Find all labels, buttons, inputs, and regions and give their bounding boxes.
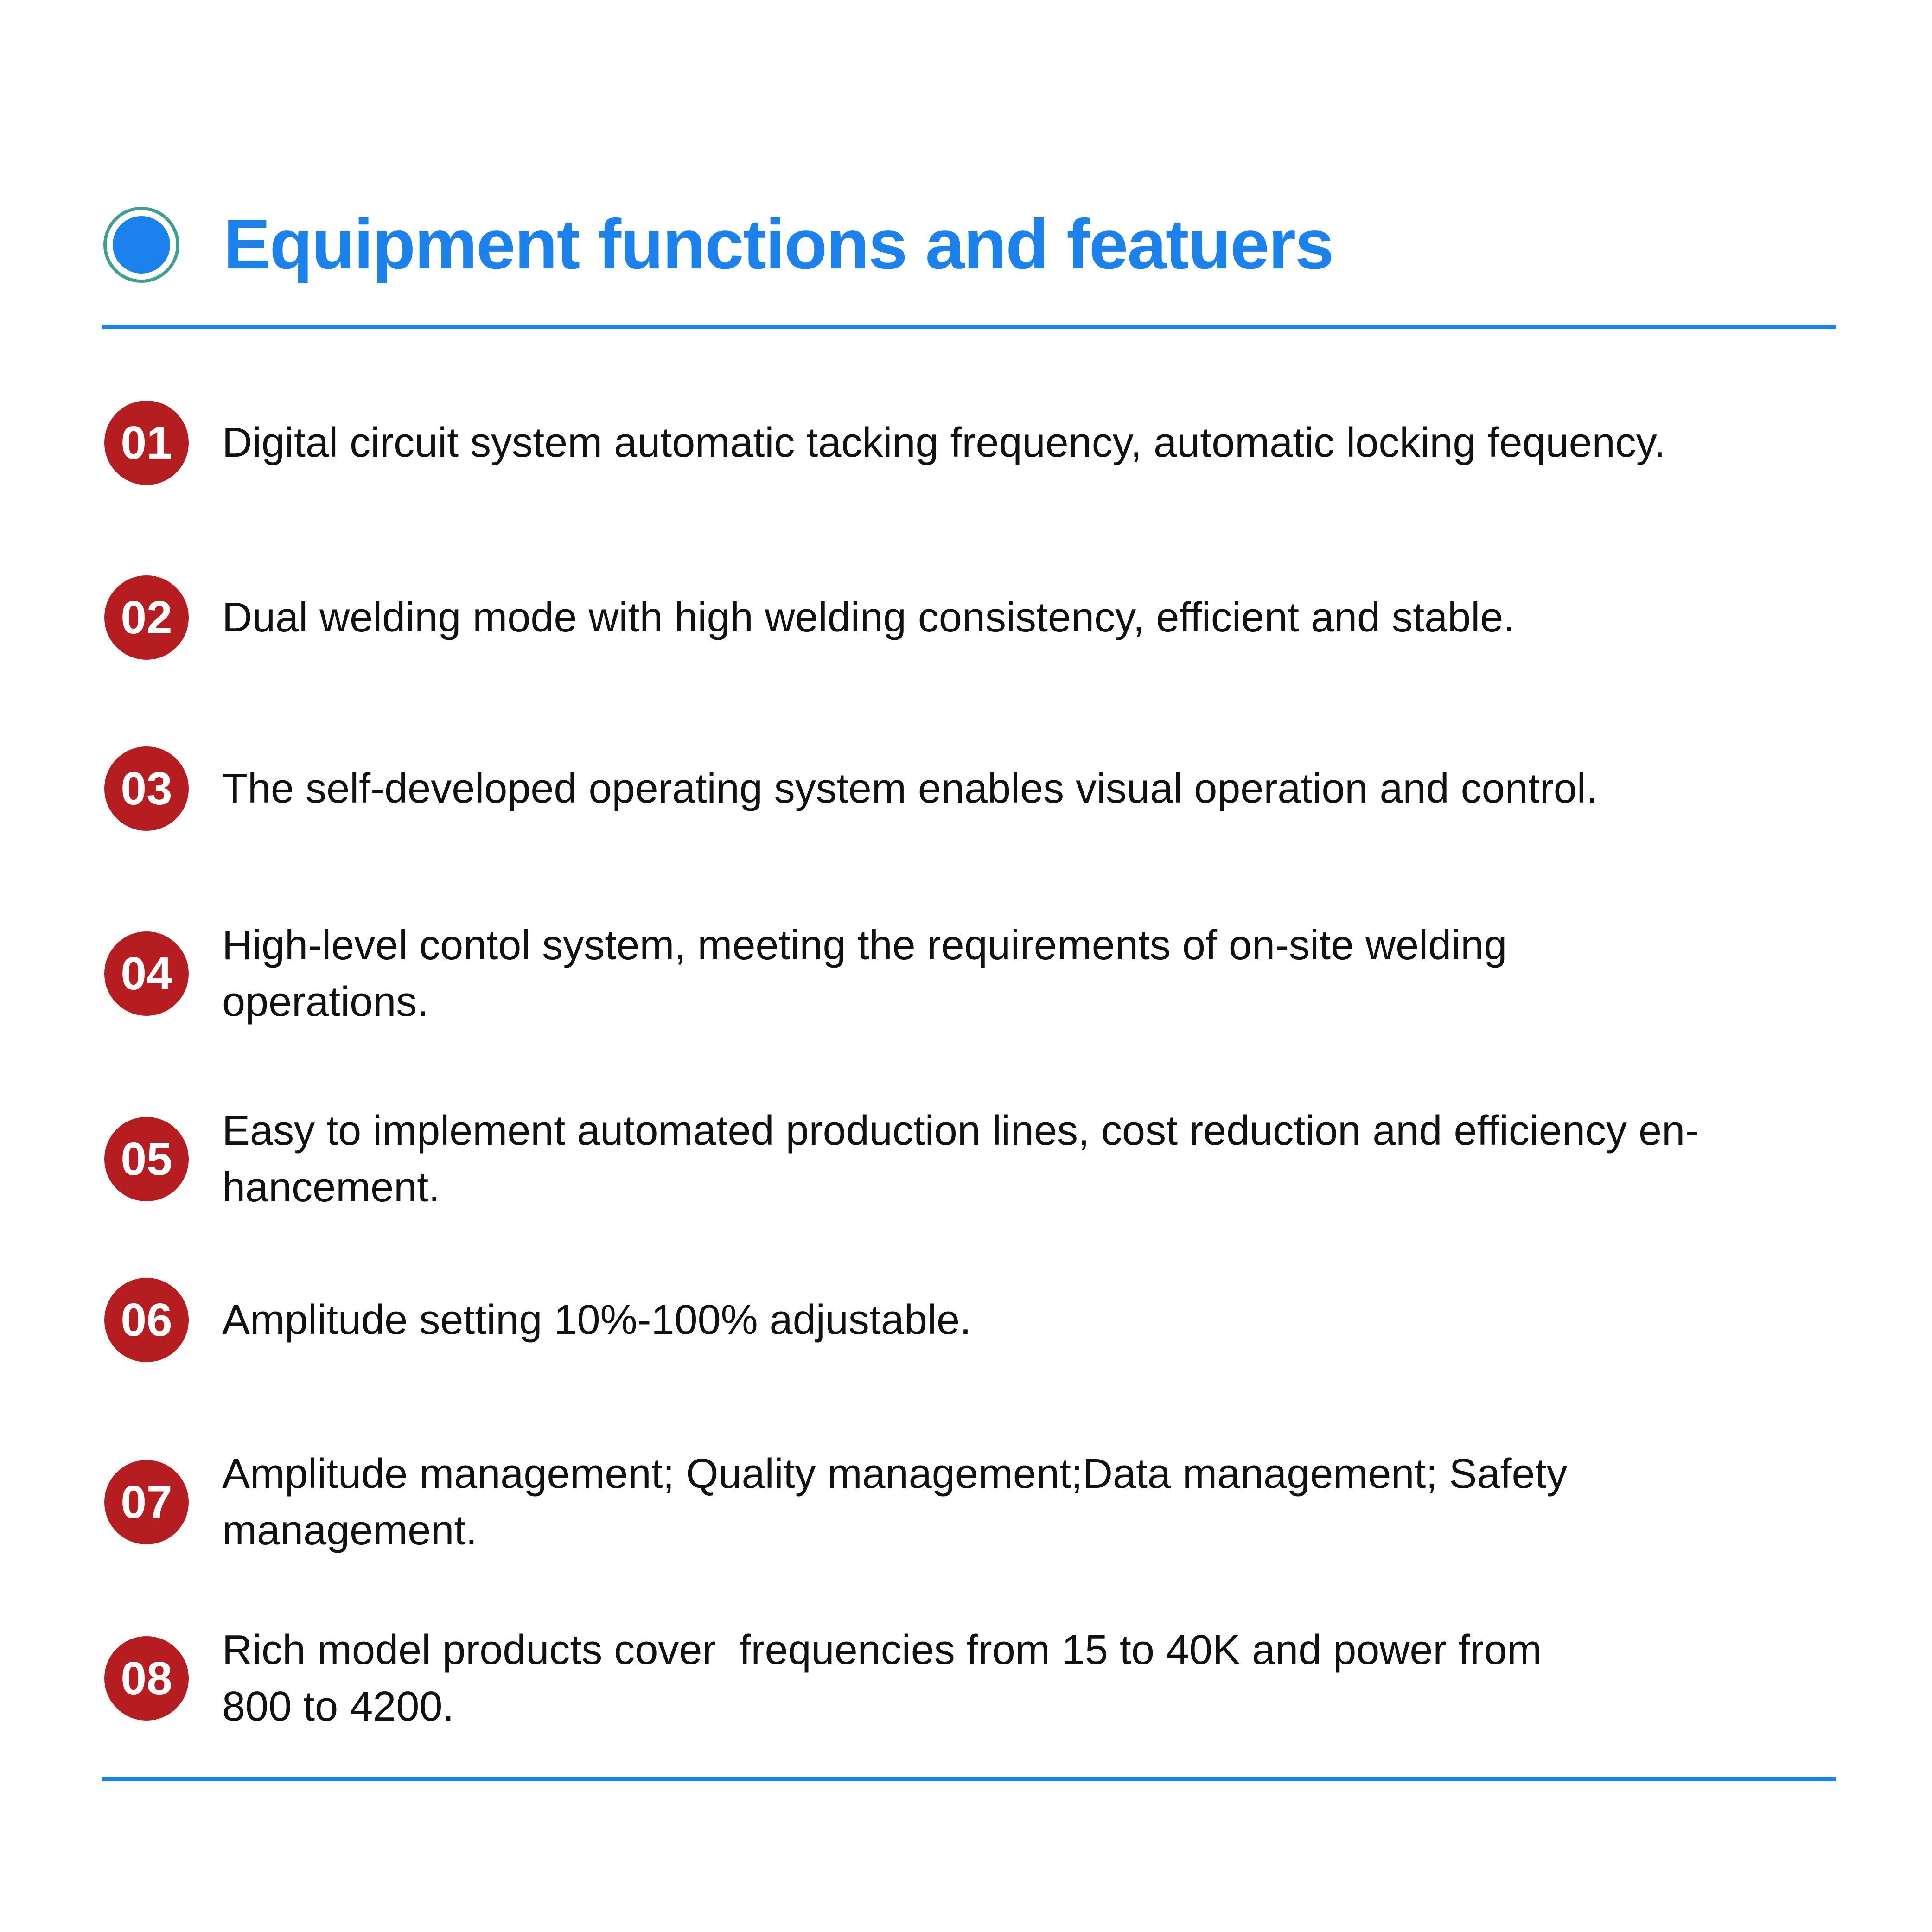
feature-text-04-line2: operations. (222, 979, 429, 1025)
feature-item-05 (104, 1099, 1829, 1219)
feature-text-08 (222, 1622, 1542, 1735)
feature-item-01 (104, 383, 1829, 503)
feature-text-07-line1: Amplitude management; Quality management;Data management; Safety (222, 1451, 1568, 1497)
divider-bottom (102, 1777, 1836, 1781)
number-badge-03: 03 (104, 746, 189, 831)
number-badge-02: 02 (104, 575, 189, 660)
feature-text-05-line1: Easy to implement automated production lines, cost reduction and efficiency en- (222, 1108, 1699, 1154)
feature-text-04-line1: High-level contol system, meeting the requirements of on-site welding (222, 922, 1507, 969)
feature-text-02 (222, 589, 1515, 646)
feature-item-08 (104, 1618, 1829, 1739)
feature-item-03 (104, 728, 1829, 849)
feature-text-02-line1: Dual welding mode with high welding consistency, efficient and stable. (222, 594, 1515, 641)
feature-text-03 (222, 760, 1598, 817)
feature-text-01-line1: Digital circuit system automatic tacking frequency, automatic locking fequency. (222, 420, 1666, 466)
feature-text-03-line1: The self-developed operating system enables visual operation and control. (222, 765, 1598, 812)
feature-text-06 (222, 1292, 971, 1348)
feature-text-05-line2: hancement. (222, 1164, 440, 1211)
page-title: Equipment functions and featuers (223, 205, 1333, 284)
feature-item-02 (104, 557, 1829, 678)
number-badge-05: 05 (104, 1117, 189, 1201)
blue-dot-icon-fill (113, 216, 170, 274)
blue-dot-icon (103, 207, 179, 283)
feature-text-07 (222, 1446, 1568, 1559)
divider-top (102, 325, 1836, 329)
feature-text-01 (222, 414, 1665, 471)
number-badge-06: 06 (104, 1278, 189, 1362)
feature-text-05 (222, 1103, 1699, 1216)
number-badge-04: 04 (104, 931, 189, 1016)
feature-item-06 (104, 1260, 1829, 1380)
feature-text-04 (222, 917, 1507, 1030)
number-badge-08: 08 (104, 1636, 189, 1721)
number-badge-07: 07 (104, 1460, 189, 1544)
feature-item-07 (104, 1442, 1829, 1562)
number-badge-01: 01 (104, 401, 189, 485)
feature-text-08-line1: Rich model products cover frequencies from 15 to 40K and power from (222, 1627, 1542, 1673)
feature-item-04 (104, 913, 1829, 1034)
feature-text-08-line2: 800 to 4200. (222, 1683, 454, 1730)
feature-text-06-line1: Amplitude setting 10%-100% adjustable. (222, 1297, 972, 1343)
page-header (103, 204, 1333, 285)
feature-text-07-line2: management. (222, 1507, 478, 1554)
